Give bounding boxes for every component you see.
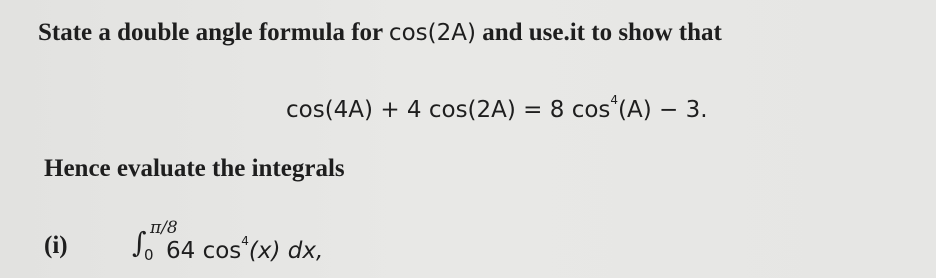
part-i-label — [44, 232, 68, 260]
integral-lower-limit: 0 — [144, 246, 154, 264]
identity-power: 4 — [610, 93, 619, 107]
intro-prefix: State a double angle formula for — [38, 19, 389, 46]
integral-upper-limit: π/8 — [150, 218, 178, 238]
integrand-coefficient: 64 cos — [166, 238, 242, 264]
integral-symbol — [132, 218, 178, 264]
integrand-power: 4 — [241, 234, 249, 248]
identity-lhs: cos(4A) + 4 cos(2A) = 8 cos — [286, 97, 611, 123]
integrand-rest: (x) dx, — [248, 238, 324, 264]
question-intro — [38, 19, 722, 47]
identity-equation — [286, 93, 708, 123]
intro-suffix: and use.it to show that — [475, 19, 722, 46]
integral-sign: ∫ — [132, 226, 147, 259]
intro-math: cos(2A) — [388, 20, 476, 46]
part-i-number: (i) — [44, 232, 68, 259]
hence-evaluate-label: Hence evaluate the integrals — [44, 155, 345, 182]
hence-evaluate-text — [44, 155, 345, 183]
identity-rhs: (A) − 3. — [618, 97, 708, 123]
part-i-integral — [132, 218, 324, 264]
